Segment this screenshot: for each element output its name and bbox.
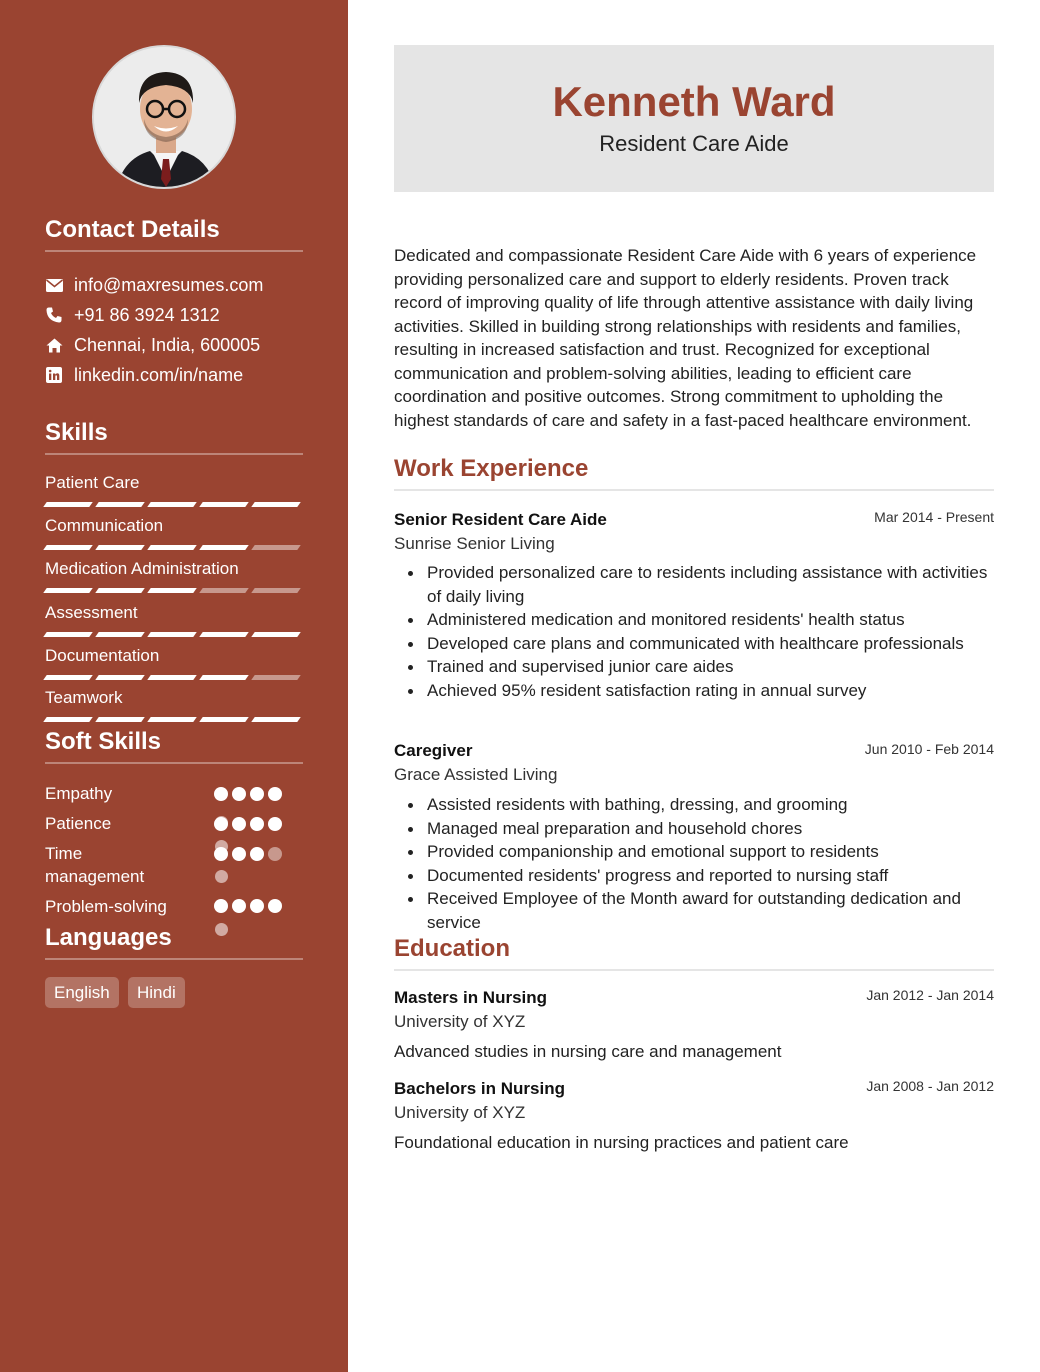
home-icon bbox=[45, 336, 63, 354]
rating-dot-filled bbox=[268, 787, 282, 801]
skill-segment-filled bbox=[147, 588, 197, 593]
rating-dot-filled bbox=[214, 817, 228, 831]
degree-description: Advanced studies in nursing care and management bbox=[394, 1042, 782, 1061]
person-title: Resident Care Aide bbox=[599, 131, 789, 156]
avatar-portrait bbox=[94, 47, 236, 189]
rating-dot-filled bbox=[214, 847, 228, 861]
profile-summary: Dedicated and compassionate Resident Care Aide with 6 years of experience providing personalized care and support to elderly residents. Proven track record of improving quality of life through attentive assistance with daily living activities. Skilled in building strong relationships with residents and families, resulting in increased satisfaction and trust. Recognized for exceptional communication and problem-solving abilities, leading to efficient care coordination and positive outcomes. Strong commitment to upholding the highest standards of care and safety in a fast-paced healthcare environment. bbox=[394, 246, 977, 430]
list-item: Administered medication and monitored residents' health status bbox=[394, 608, 994, 632]
rating-dot-filled bbox=[250, 847, 264, 861]
soft-skill-label: Patience bbox=[45, 814, 112, 833]
skill-segment-filled bbox=[95, 502, 145, 507]
skill-label: Medication Administration bbox=[45, 559, 239, 578]
language-tag: English bbox=[45, 977, 119, 1008]
sidebar bbox=[0, 0, 348, 1372]
skill-segment-filled bbox=[199, 717, 249, 722]
degree-dates: Jan 2012 - Jan 2014 bbox=[866, 987, 994, 1003]
soft-skill-rating bbox=[214, 817, 282, 831]
list-item: Developed care plans and communicated with healthcare professionals bbox=[394, 632, 994, 656]
linkedin-icon bbox=[45, 366, 63, 384]
list-item: Trained and supervised junior care aides bbox=[394, 655, 994, 679]
skill-segment-filled bbox=[43, 675, 93, 680]
skill-segment-filled bbox=[95, 675, 145, 680]
contact-phone-text: +91 86 3924 1312 bbox=[74, 304, 220, 325]
skill-segment-filled bbox=[199, 502, 249, 507]
skill-segment-filled bbox=[199, 675, 249, 680]
soft-skill-rating bbox=[214, 787, 282, 801]
skill-segment-filled bbox=[147, 502, 197, 507]
skill-rating-bar bbox=[45, 588, 299, 593]
phone-icon bbox=[45, 306, 63, 324]
skill-segment-filled bbox=[147, 717, 197, 722]
list-item: Achieved 95% resident satisfaction rating in annual survey bbox=[394, 679, 994, 703]
soft-skill-label: Empathy bbox=[45, 784, 113, 803]
soft-skill-label: Problem-solving bbox=[45, 897, 167, 916]
contact-email[interactable] bbox=[45, 274, 263, 296]
contact-linkedin-text: linkedin.com/in/name bbox=[74, 364, 244, 385]
skill-segment-filled bbox=[251, 632, 301, 637]
skill-segment-filled bbox=[147, 545, 197, 550]
list-item: Provided companionship and emotional support to residents bbox=[394, 840, 994, 864]
skills-heading: Skills bbox=[45, 419, 303, 455]
skill-segment-filled bbox=[95, 717, 145, 722]
rating-dot-filled bbox=[214, 899, 228, 913]
rating-dot-filled bbox=[268, 817, 282, 831]
job-title: Caregiver bbox=[394, 741, 473, 760]
person-name: Kenneth Ward bbox=[552, 78, 836, 125]
languages-heading: Languages bbox=[45, 924, 303, 960]
job-bullets bbox=[394, 793, 994, 934]
soft-skill-rating bbox=[214, 899, 282, 913]
rating-dot-filled bbox=[232, 817, 246, 831]
skill-rating-bar bbox=[45, 502, 299, 507]
degree-dates: Jan 2008 - Jan 2012 bbox=[866, 1078, 994, 1094]
skill-segment-filled bbox=[95, 588, 145, 593]
skill-rating-bar bbox=[45, 717, 299, 722]
job-bullets bbox=[394, 561, 994, 702]
skill-segment-filled bbox=[147, 675, 197, 680]
company-name: Sunrise Senior Living bbox=[394, 534, 555, 553]
contact-email-text: info@maxresumes.com bbox=[74, 274, 264, 295]
list-item: Assisted residents with bathing, dressing, and grooming bbox=[394, 793, 994, 817]
skill-segment-filled bbox=[251, 717, 301, 722]
contact-heading: Contact Details bbox=[45, 216, 303, 252]
list-item: Documented residents' progress and reported to nursing staff bbox=[394, 864, 994, 888]
skill-rating-bar bbox=[45, 545, 299, 550]
skill-segment-filled bbox=[95, 545, 145, 550]
contact-address-text: Chennai, India, 600005 bbox=[74, 334, 261, 355]
envelope-icon bbox=[45, 276, 63, 294]
skill-label: Teamwork bbox=[45, 688, 123, 707]
soft-skills-heading: Soft Skills bbox=[45, 728, 303, 764]
company-name: Grace Assisted Living bbox=[394, 765, 558, 784]
skill-segment-empty bbox=[199, 588, 249, 593]
rating-dot-filled bbox=[232, 787, 246, 801]
rating-dot-filled bbox=[268, 899, 282, 913]
skill-segment-filled bbox=[43, 545, 93, 550]
skill-segment-empty bbox=[251, 675, 301, 680]
school-name: University of XYZ bbox=[394, 1012, 526, 1031]
skill-segment-filled bbox=[251, 502, 301, 507]
skill-segment-filled bbox=[199, 632, 249, 637]
rating-dot-filled bbox=[250, 787, 264, 801]
list-item: Managed meal preparation and household chores bbox=[394, 817, 994, 841]
skill-label: Patient Care bbox=[45, 473, 140, 492]
rating-dot-filled bbox=[232, 899, 246, 913]
rating-dot-filled bbox=[232, 847, 246, 861]
job-dates: Mar 2014 - Present bbox=[874, 509, 994, 525]
language-tag: Hindi bbox=[128, 977, 185, 1008]
rating-dot-empty bbox=[268, 847, 282, 861]
skill-segment-empty bbox=[251, 545, 301, 550]
skill-segment-filled bbox=[199, 545, 249, 550]
contact-address bbox=[45, 334, 260, 356]
list-item: Provided personalized care to residents including assistance with activities of daily living bbox=[394, 561, 994, 608]
soft-skill-rating bbox=[214, 847, 282, 861]
rating-dot-filled bbox=[250, 817, 264, 831]
list-item: Received Employee of the Month award for outstanding dedication and service bbox=[394, 887, 994, 934]
skill-segment-empty bbox=[251, 588, 301, 593]
contact-phone[interactable] bbox=[45, 304, 220, 326]
school-name: University of XYZ bbox=[394, 1103, 526, 1122]
soft-skill-label: Time management bbox=[45, 844, 145, 886]
work-experience-heading: Work Experience bbox=[394, 455, 994, 491]
skill-label: Assessment bbox=[45, 603, 138, 622]
skill-segment-filled bbox=[43, 632, 93, 637]
degree-title: Masters in Nursing bbox=[394, 988, 548, 1007]
skill-segment-filled bbox=[43, 502, 93, 507]
skill-segment-filled bbox=[147, 632, 197, 637]
soft-skill-fifth-dot bbox=[215, 870, 228, 883]
degree-description: Foundational education in nursing practices and patient care bbox=[394, 1133, 849, 1152]
job-dates: Jun 2010 - Feb 2014 bbox=[864, 741, 994, 757]
skill-segment-filled bbox=[95, 632, 145, 637]
contact-linkedin[interactable] bbox=[45, 364, 243, 386]
rating-dot-filled bbox=[250, 899, 264, 913]
skill-rating-bar bbox=[45, 675, 299, 680]
skill-segment-filled bbox=[43, 717, 93, 722]
skill-label: Communication bbox=[45, 516, 164, 535]
skill-rating-bar bbox=[45, 632, 299, 637]
profile-photo bbox=[92, 45, 236, 189]
rating-dot-filled bbox=[214, 787, 228, 801]
job-title: Senior Resident Care Aide bbox=[394, 510, 607, 529]
skill-segment-filled bbox=[43, 588, 93, 593]
education-heading: Education bbox=[394, 935, 994, 971]
skill-label: Documentation bbox=[45, 646, 160, 665]
degree-title: Bachelors in Nursing bbox=[394, 1079, 565, 1098]
